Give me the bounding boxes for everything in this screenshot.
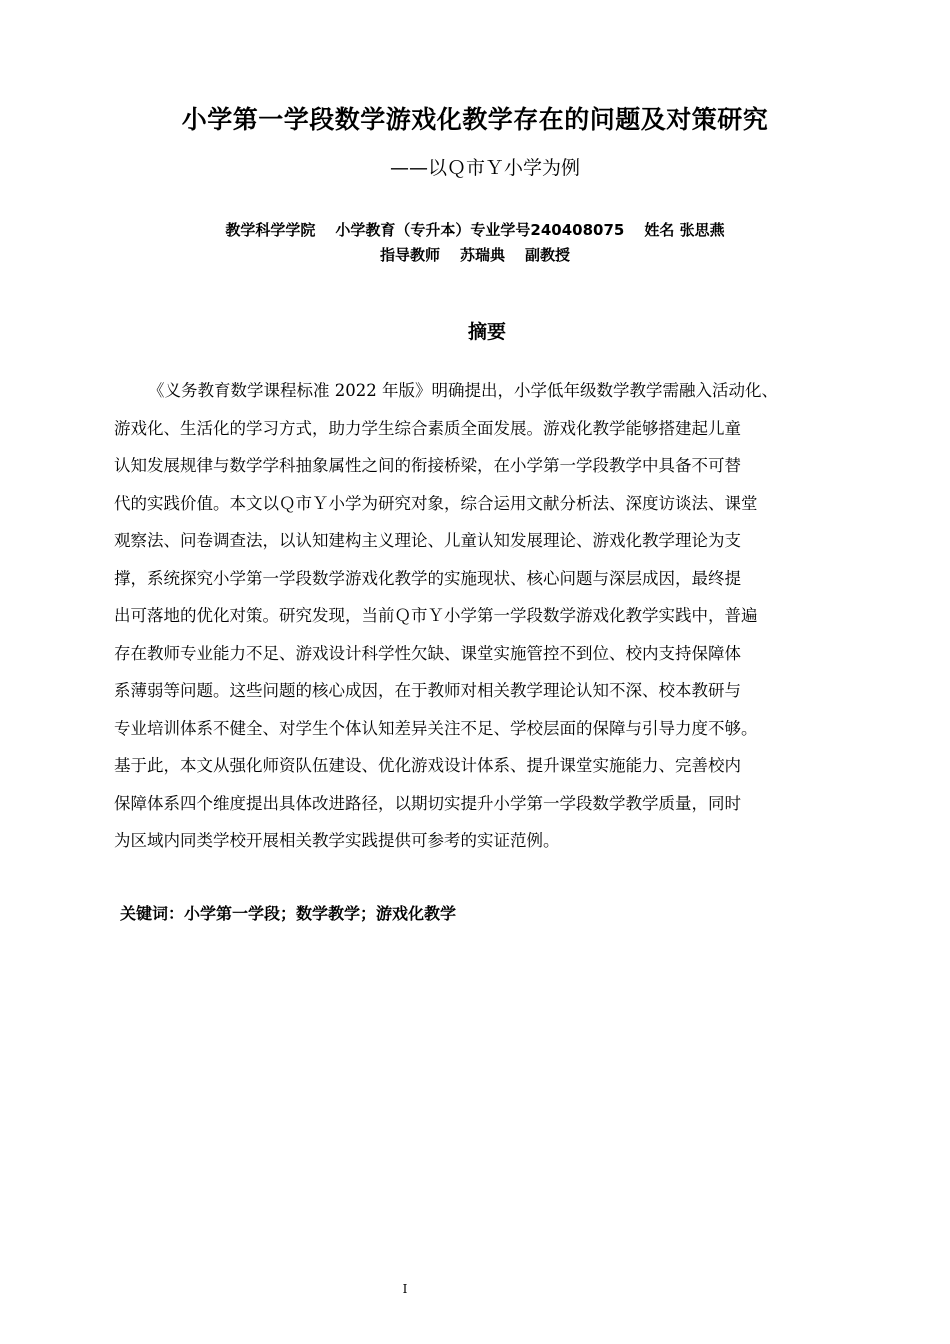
abstract-line: 观察法、问卷调查法，以认知建构主义理论、儿童认知发展理论、游戏化教学理论为支 [114,531,741,550]
abstract-body [114,372,874,860]
major-and-student-id: 小学教育（专升本）专业学号240408075 [335,221,625,239]
abstract-line: 游戏化、生活化的学习方式，助力学生综合素质全面发展。游戏化教学能够搭建起儿童 [114,418,741,438]
abstract-line: 保障体系四个维度提出具体改进路径，以期切实提升小学第一学段数学教学质量，同时 [114,793,741,813]
abstract-line: 代的实践价值。本文以Ｑ市Ｙ小学为研究对象，综合运用文献分析法、深度访谈法、课堂 [114,493,758,513]
abstract-line: 为区域内同类学校开展相关教学实践提供可参考的实证范例。 [114,831,560,850]
student-name: 姓名 张思燕 [644,221,725,239]
abstract-line: 认知发展规律与数学学科抽象属性之间的衔接桥梁，在小学第一学段教学中具备不可替 [114,456,741,475]
abstract-line: 专业培训体系不健全、对学生个体认知差异关注不足、学校层面的保障与引导力度不够。 [114,718,758,738]
abstract-heading: 摘要 [467,321,506,343]
paper-title: 小学第一学段数学游戏化教学存在的问题及对策研究 [181,105,769,134]
advisor-title: 副教授 [525,246,571,264]
abstract-line: 出可落地的优化对策。研究发现，当前Ｑ市Ｙ小学第一学段数学游戏化教学实践中，普遍 [114,606,758,625]
college-name: 教学科学学院 [225,221,316,239]
abstract-line: 系薄弱等问题。这些问题的核心成因，在于教师对相关教学理论认知不深、校本教研与 [114,681,741,700]
abstract-line: 《义务教育数学课程标准 2022 年版》明确提出，小学低年级数学教学需融入活动化、 [148,381,778,400]
keywords: 关键词：小学第一学段；数学教学；游戏化教学 [120,904,457,923]
advisor-label: 指导教师 [379,246,440,264]
paper-subtitle: ——以Ｑ市Ｙ小学为例 [389,157,580,179]
advisor-info-line [0,244,950,265]
advisor-name: 苏瑞典 [459,246,505,264]
abstract-line: 撑，系统探究小学第一学段数学游戏化教学的实施现状、核心问题与深层成因，最终提 [114,568,741,588]
page-number: I [402,1282,408,1296]
author-info-line [0,219,950,240]
abstract-line: 存在教师专业能力不足、游戏设计科学性欠缺、课堂实施管控不到位、校内支持保障体 [114,643,741,663]
abstract-line: 基于此，本文从强化师资队伍建设、优化游戏设计体系、提升课堂实施能力、完善校内 [114,756,741,775]
